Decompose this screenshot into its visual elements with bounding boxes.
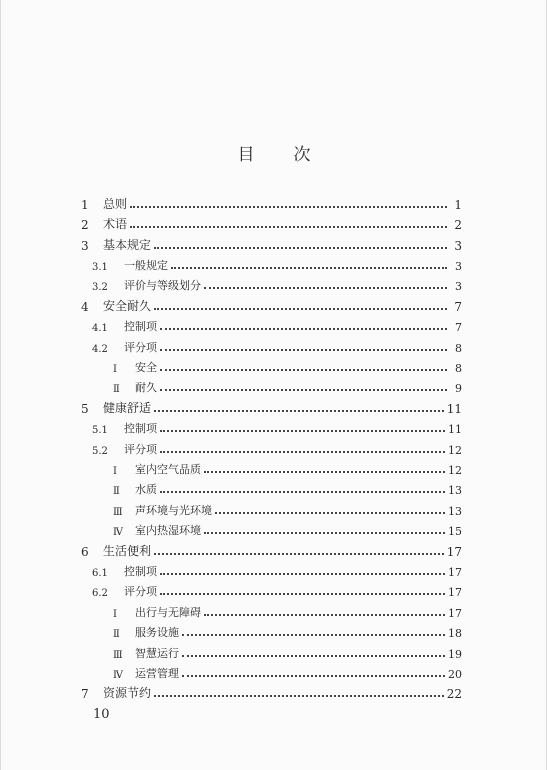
dot-leader — [182, 661, 445, 677]
toc-entry-page: 8 — [455, 362, 462, 375]
toc-entry-page: 17 — [448, 586, 462, 599]
dot-leader — [160, 375, 447, 391]
dot-leader — [154, 539, 444, 555]
toc-entry[interactable] — [113, 661, 462, 681]
toc-entry-page: 18 — [448, 627, 462, 640]
dot-leader — [171, 253, 447, 269]
dot-leader — [160, 437, 445, 453]
dot-leader — [182, 641, 445, 657]
toc-entry-label: 控制项 — [124, 565, 157, 578]
dot-leader — [160, 355, 447, 371]
toc-entry-number: Ⅳ — [113, 527, 123, 538]
toc-entry-label: 室内空气品质 — [135, 463, 201, 476]
toc-entry-number: 4.2 — [92, 344, 108, 355]
toc-entry-page: 13 — [448, 505, 462, 518]
toc-entry[interactable] — [81, 212, 462, 232]
dot-leader — [160, 335, 447, 351]
toc-entry-number: 2 — [81, 218, 89, 232]
toc-entry-number: 5.1 — [92, 425, 108, 436]
toc-entry-page: 2 — [454, 218, 462, 232]
toc-entry[interactable] — [81, 294, 462, 314]
dot-leader — [130, 192, 447, 208]
toc-entry-label: 室内热湿环境 — [135, 524, 201, 537]
toc-entry-page: 3 — [455, 260, 462, 273]
toc-entry-number: Ⅲ — [113, 650, 123, 661]
toc-entry-label: 控制项 — [124, 320, 157, 333]
toc-entry-number: 3.1 — [92, 262, 108, 273]
toc-entry[interactable] — [113, 355, 462, 375]
toc-entry-number: 4 — [81, 300, 89, 314]
toc-entry-label: 出行与无障碍 — [135, 606, 201, 619]
dot-leader — [160, 416, 445, 432]
dot-leader — [204, 600, 445, 616]
toc-entry[interactable] — [92, 416, 462, 436]
toc-entry-page: 15 — [448, 525, 462, 538]
toc-entry[interactable] — [113, 518, 462, 538]
toc-entry-number: 5 — [81, 402, 89, 416]
toc-entry[interactable] — [81, 396, 462, 416]
dot-leader — [160, 314, 447, 330]
toc-entry-label: 评分项 — [124, 341, 157, 354]
toc-entry-page: 1 — [454, 198, 462, 212]
table-of-contents — [1, 0, 547, 770]
toc-entry-page: 7 — [455, 321, 462, 334]
toc-entry-label: 总则 — [103, 197, 128, 211]
dot-leader — [160, 477, 445, 493]
dot-leader — [160, 559, 445, 575]
toc-entry-number: Ⅰ — [113, 609, 117, 620]
toc-entry-page: 12 — [448, 444, 462, 457]
toc-entry-number: 3 — [81, 239, 89, 253]
toc-entry-page: 9 — [455, 382, 462, 395]
dot-leader — [204, 518, 445, 534]
toc-entry[interactable] — [92, 314, 462, 334]
toc-entry-label: 安全 — [135, 361, 157, 374]
title-char-1: 目 — [237, 145, 256, 165]
title-char-2: 次 — [293, 145, 312, 165]
toc-entry[interactable] — [92, 253, 462, 273]
toc-entry-page: 11 — [446, 402, 462, 416]
toc-entry-page: 12 — [448, 464, 462, 477]
dot-leader — [182, 620, 445, 636]
toc-entry[interactable] — [81, 233, 462, 253]
toc-entry-number: Ⅱ — [113, 486, 120, 497]
toc-entry-number: 1 — [81, 198, 89, 212]
dot-leader — [204, 273, 447, 289]
toc-entry-label: 评价与等级划分 — [124, 279, 201, 292]
toc-entry-label: 资源节约 — [103, 686, 152, 700]
toc-entry[interactable] — [81, 539, 462, 559]
toc-entry-label: 控制项 — [124, 422, 157, 435]
toc-entry-number: Ⅰ — [113, 466, 117, 477]
dot-leader — [154, 233, 447, 249]
dot-leader — [215, 498, 445, 514]
toc-entry-page: 17 — [448, 607, 462, 620]
toc-entry[interactable] — [81, 192, 462, 212]
toc-entry-number: Ⅱ — [113, 384, 120, 395]
toc-entry-label: 生活便利 — [103, 544, 152, 558]
toc-entry-label: 服务设施 — [135, 626, 179, 639]
toc-entry-label: 运营管理 — [135, 667, 179, 680]
toc-entry[interactable] — [113, 498, 462, 518]
toc-entry-label: 水质 — [135, 483, 157, 496]
toc-entry-label: 术语 — [103, 217, 128, 231]
toc-entry-page: 20 — [448, 668, 462, 681]
dot-leader — [154, 294, 447, 310]
toc-entry-number: 4.1 — [92, 323, 108, 334]
toc-entry[interactable] — [92, 437, 462, 457]
toc-entry[interactable] — [113, 641, 462, 661]
toc-entry-label: 耐久 — [135, 381, 157, 394]
toc-entry-page: 11 — [448, 423, 462, 436]
toc-entry[interactable] — [92, 559, 462, 579]
toc-entry-label: 评分项 — [124, 585, 157, 598]
toc-entry-page: 17 — [448, 566, 462, 579]
toc-entry-number: Ⅱ — [113, 629, 120, 640]
toc-entry-number: Ⅳ — [113, 670, 123, 681]
toc-entry-page: 8 — [455, 342, 462, 355]
toc-entry-label: 安全耐久 — [103, 299, 152, 313]
toc-entry-page: 17 — [446, 545, 462, 559]
toc-entry-number: 6 — [81, 545, 89, 559]
toc-entry-page: 7 — [454, 300, 462, 314]
dot-leader — [154, 681, 444, 697]
toc-entry[interactable] — [113, 600, 462, 620]
toc-entry[interactable] — [113, 375, 462, 395]
toc-entry-page: 3 — [455, 280, 462, 293]
toc-entry-label: 基本规定 — [103, 238, 152, 252]
toc-entry-number: 6.1 — [92, 568, 108, 579]
toc-entry-number: 7 — [81, 687, 89, 701]
toc-entry-label: 评分项 — [124, 443, 157, 456]
toc-entry-label: 一般规定 — [124, 259, 168, 272]
toc-entry-number: 5.2 — [92, 446, 108, 457]
toc-entry[interactable] — [113, 457, 462, 477]
toc-entry[interactable] — [92, 335, 462, 355]
toc-entry-label: 声环境与光环境 — [135, 504, 212, 517]
toc-entry[interactable] — [92, 579, 462, 599]
toc-entry-number: Ⅰ — [113, 364, 117, 375]
dot-leader — [154, 396, 444, 412]
toc-entry-number: 6.2 — [92, 588, 108, 599]
toc-entry-label: 健康舒适 — [103, 401, 152, 415]
toc-entry-number: 3.2 — [92, 282, 108, 293]
dot-leader — [130, 212, 447, 228]
toc-entry-page: 22 — [446, 687, 462, 701]
toc-entry-page: 13 — [448, 484, 462, 497]
toc-entry[interactable] — [92, 273, 462, 293]
toc-entry[interactable] — [113, 620, 462, 640]
dot-leader — [204, 457, 445, 473]
toc-entry-page: 19 — [448, 648, 462, 661]
dot-leader — [160, 579, 445, 595]
toc-entry-label: 智慧运行 — [135, 647, 179, 660]
page-number: 10 — [93, 707, 110, 722]
toc-entry-page: 3 — [454, 239, 462, 253]
toc-entry-number: Ⅲ — [113, 507, 123, 518]
toc-entry[interactable] — [81, 681, 462, 701]
toc-entry[interactable] — [113, 477, 462, 497]
